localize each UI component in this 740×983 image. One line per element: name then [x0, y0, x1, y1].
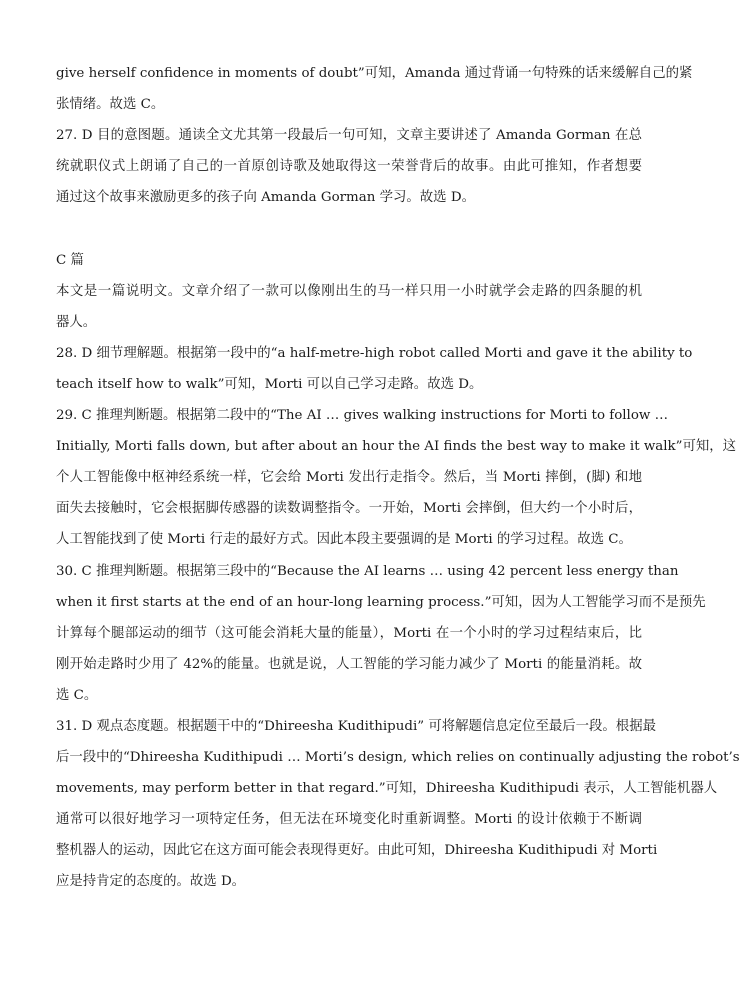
- text-line: 通常可以很好地学习一项特定任务，但无法在环境变化时重新调整。Morti 的设计依赖于不断调: [56, 812, 642, 828]
- answer-26-continued: [56, 58, 693, 120]
- text-line: 31. D 观点态度题。根据题干中的“Dhireesha Kudithipudi” 可将解题信息定位至最后一段。根据最: [56, 718, 656, 734]
- text-line: 30. C 推理判断题。根据第三段中的“Because the AI learns … using 42 percent less energy than: [56, 563, 679, 579]
- text-line: 人工智能找到了使 Morti 行走的最好方式。因此本段主要强调的是 Morti 的学习过程。故选 C。: [56, 532, 632, 548]
- text-line: 刚开始走路时少用了 42%的能量。也就是说，人工智能的学习能力减少了 Morti 的能量消耗。故: [56, 656, 642, 672]
- text-line: 器人。: [56, 314, 97, 330]
- text-line: 本文是一篇说明文。文章介绍了一款可以像刚出生的马一样只用一小时就学会走路的四条腿的机: [56, 283, 642, 299]
- answer-28: [56, 338, 693, 400]
- text-line: 张情绪。故选 C。: [56, 97, 165, 113]
- answer-explanation-page: [56, 58, 740, 898]
- text-line: when it first starts at the end of an hour-long learning process.”可知，因为人工智能学习而不是预先: [56, 594, 706, 610]
- text-line: movements, may perform better in that regard.”可知，Dhireesha Kudithipudi 表示，人工智能机器人: [56, 781, 718, 797]
- text-line: 29. C 推理判断题。根据第二段中的“The AI … gives walking instructions for Morti to follow …: [56, 408, 669, 424]
- text-line: give herself confidence in moments of doubt”可知，Amanda 通过背诵一句特殊的话来缓解自己的紧: [56, 66, 693, 81]
- text-line: 后一段中的“Dhireesha Kudithipudi … Morti’s design, which relies on continually adjusting the robot’s: [56, 750, 740, 766]
- text-line: 个人工智能像中枢神经系统一样，它会给 Morti 发出行走指令。然后，当 Morti 摔倒，(脚) 和地: [56, 470, 642, 486]
- answer-30: [56, 556, 706, 711]
- answer-31: [56, 711, 740, 898]
- text-line: 通过这个故事来激励更多的孩子向 Amanda Gorman 学习。故选 D。: [56, 190, 475, 206]
- text-line: 选 C。: [56, 687, 98, 703]
- text-line: 应是持肯定的态度的。故选 D。: [56, 874, 246, 890]
- text-line: 整机器人的运动，因此它在这方面可能会表现得更好。由此可知，Dhireesha Kudithipudi 对 Morti: [56, 843, 658, 859]
- text-line: Initially, Morti falls down, but after about an hour the AI finds the best way to make it walk”可知，这: [56, 439, 737, 455]
- blank-line: [56, 213, 642, 244]
- text-line: 面失去接触时，它会根据脚传感器的读数调整指令。一开始，Morti 会摔倒，但大约一个小时后，: [56, 501, 642, 517]
- text-line: 计算每个腿部运动的细节（这可能会消耗大量的能量），Morti 在一个小时的学习过程结束后，比: [56, 625, 642, 641]
- passage-c-summary: [56, 276, 642, 338]
- text-line: 28. D 细节理解题。根据第一段中的“a half-metre-high robot called Morti and gave it the ability to: [56, 345, 693, 361]
- answer-29: [56, 400, 737, 555]
- section-c-heading: [56, 245, 642, 276]
- text-line: teach itself how to walk”可知，Morti 可以自己学习走路。故选 D。: [56, 376, 483, 392]
- text-line: 27. D 目的意图题。通读全文尤其第一段最后一句可知，文章主要讲述了 Amanda Gorman 在总: [56, 128, 642, 144]
- text-line: 统就职仪式上朗诵了自己的一首原创诗歌及她取得这一荣誉背后的故事。由此可推知，作者想要: [56, 159, 642, 175]
- section-title: C 篇: [56, 252, 84, 268]
- answer-27: [56, 120, 642, 213]
